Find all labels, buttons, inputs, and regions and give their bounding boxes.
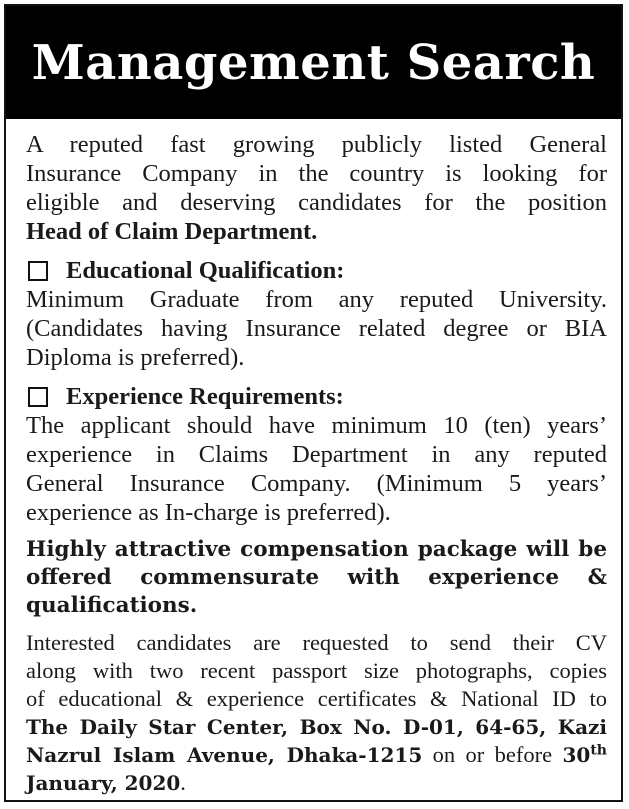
deadline-day-number: 30 [562,743,591,767]
address-part-2: Nazrul Islam Avenue, Dhaka-1215 [26,743,423,767]
experience-line-3: General Insurance Company. (Minimum 5 years’ [26,470,607,497]
deadline-day-suffix: th [590,742,607,759]
job-advertisement [4,4,623,802]
intro-line-2: Insurance Company in the country is looking for [26,160,607,187]
compensation-line-1: Highly attractive compensation package will be [26,537,607,562]
compensation-line-2: offered commensurate with experience & [26,565,607,590]
ad-body [26,130,607,797]
intro-line-1: A reputed fast growing publicly listed General [26,131,607,158]
education-line-2: (Candidates having Insurance related degree or BIA [26,315,607,342]
application-line-3: of educational & experience certificates & National ID to [26,686,607,711]
title-banner [6,6,621,119]
deadline-period: . [180,770,186,795]
experience-heading-text: Experience Requirements: [66,383,344,410]
page-title: Management Search [31,34,596,91]
experience-line-1: The applicant should have minimum 10 (ten) years’ [26,412,607,439]
compensation-note [26,536,607,620]
address-part-1: The Daily Star Center, Box No. D-01, 64-65, Kazi [26,715,607,739]
compensation-line-3: qualifications. [26,593,198,618]
position-title: Head of Claim Department. [26,218,318,245]
checkbox-icon [28,261,48,281]
deadline-month-year: January, 2020 [26,771,181,795]
experience-line-4: experience as In-charge is preferred). [26,499,391,526]
application-line-1: Interested candidates are requested to send their CV [26,630,607,655]
education-line-3: Diploma is preferred). [26,344,245,371]
education-heading-text: Educational Qualification: [66,257,345,284]
intro-line-3: eligible and deserving candidates for the position [26,189,607,216]
deadline-prefix: on or before [432,742,553,767]
address-line-1 [26,713,607,741]
address-line-2 [26,741,607,769]
education-heading [26,256,607,285]
education-line-1: Minimum Graduate from any reputed University. [26,286,607,313]
deadline-day [563,743,608,767]
application-line-2: along with two recent passport size photographs, copies [26,658,607,683]
checkbox-icon [28,387,48,407]
deadline-line [26,769,607,797]
application-instructions [26,629,607,797]
experience-line-2: experience in Claims Department in any reputed [26,441,607,468]
experience-heading [26,382,607,411]
